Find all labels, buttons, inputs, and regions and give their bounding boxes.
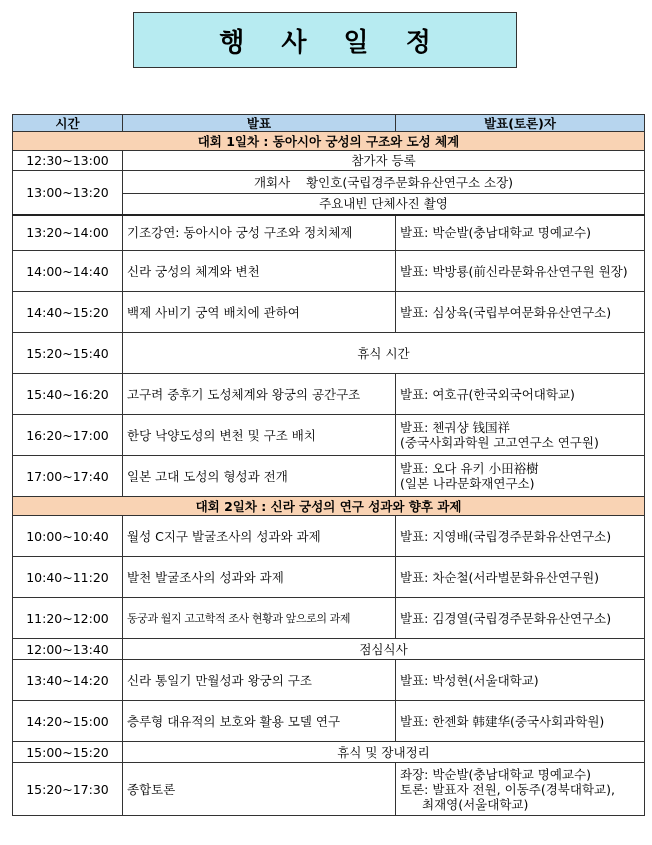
table-row [13,639,645,660]
time-cell: 10:00~10:40 [13,516,123,557]
time-cell: 15:20~17:30 [13,763,123,816]
topic-cell: 종합토론 [123,763,396,816]
table-row [13,374,645,415]
topic-cell: 백제 사비기 궁역 배치에 관하여 [123,292,396,333]
group-photo: 주요내빈 단체사진 촬영 [123,194,645,215]
day2-heading-row [13,497,645,516]
table-row [13,701,645,742]
header-speaker: 발표(토론)자 [396,115,645,132]
table-row [13,415,645,456]
time-cell: 14:40~15:20 [13,292,123,333]
topic-cell: 발천 발굴조사의 성과와 과제 [123,557,396,598]
table-row [13,151,645,171]
time-cell: 11:20~12:00 [13,598,123,639]
table-row [13,742,645,763]
break-text: 휴식 및 장내정리 [123,742,645,763]
time-cell: 14:00~14:40 [13,251,123,292]
speaker-cell: 발표: 박성현(서울대학교) [396,660,645,701]
speaker-cell: 발표: 박순발(충남대학교 명예교수) [396,215,645,251]
speaker-cell: 발표: 박방룡(前신라문화유산연구원 원장) [396,251,645,292]
speaker-line: 발표: 오다 유키 小田裕樹 [400,461,539,476]
table-row [13,251,645,292]
topic-cell: 한당 낙양도성의 변천 및 구조 배치 [123,415,396,456]
table-row [13,456,645,497]
day2-heading: 대회 2일차 : 신라 궁성의 연구 성과와 향후 과제 [13,497,645,516]
discussants-line: 토론: 발표자 전원, 이동주(경북대학교), [400,781,615,797]
time-cell: 13:00~13:20 [13,171,123,215]
header-topic: 발표 [123,115,396,132]
time-cell: 17:00~17:40 [13,456,123,497]
day1-heading: 대회 1일차 : 동아시아 궁성의 구조와 도성 체계 [13,132,645,151]
table-row [13,516,645,557]
session-text: 참가자 등록 [123,151,645,171]
table-row [13,292,645,333]
time-cell: 16:20~17:00 [13,415,123,456]
time-cell: 15:20~15:40 [13,333,123,374]
speaker-cell: 발표: 지영배(국립경주문화유산연구소) [396,516,645,557]
speaker-cell [396,415,645,456]
table-row [13,333,645,374]
speaker-cell: 발표: 여호규(한국외국어대학교) [396,374,645,415]
topic-cell: 층루형 대유적의 보호와 활용 모델 연구 [123,701,396,742]
table-row [13,660,645,701]
speaker-cell: 발표: 심상육(국립부여문화유산연구소) [396,292,645,333]
time-cell: 13:40~14:20 [13,660,123,701]
table-row [13,171,645,194]
day1-heading-row [13,132,645,151]
header-time: 시간 [13,115,123,132]
discussants-line-cont: 최재영(서울대학교) [422,796,529,812]
moderator-line: 좌장: 박순발(충남대학교 명예교수) [400,766,591,782]
table-row [13,598,645,639]
time-cell: 14:20~15:00 [13,701,123,742]
speaker-cell [396,763,645,816]
time-cell: 15:40~16:20 [13,374,123,415]
time-cell: 15:00~15:20 [13,742,123,763]
lunch-text: 점심식사 [123,639,645,660]
time-cell: 12:00~13:40 [13,639,123,660]
speaker-affiliation: (일본 나라문화재연구소) [400,476,535,491]
topic-cell: 고구려 중후기 도성체계와 왕궁의 공간구조 [123,374,396,415]
table-header-row [13,115,645,132]
table-row [13,557,645,598]
speaker-affiliation: (중국사회과학원 고고연구소 연구원) [400,435,599,450]
speaker-cell: 발표: 한젠화 韩建华(중국사회과학원) [396,701,645,742]
topic-cell: 신라 통일기 만월성과 왕궁의 구조 [123,660,396,701]
topic-cell: 신라 궁성의 체계와 변천 [123,251,396,292]
topic-cell: 일본 고대 도성의 형성과 전개 [123,456,396,497]
table-row [13,215,645,251]
schedule-table [12,114,645,816]
page-title: 행 사 일 정 [133,12,517,68]
opening-remarks: 개회사 황인호(국립경주문화유산연구소 소장) [123,171,645,194]
topic-cell: 동궁과 월지 고고학적 조사 현황과 앞으로의 과제 [123,598,396,639]
break-text: 휴식 시간 [123,333,645,374]
table-row [13,763,645,816]
speaker-line: 발표: 첸궈샹 钱国祥 [400,420,511,435]
speaker-cell: 발표: 김경열(국립경주문화유산연구소) [396,598,645,639]
time-cell: 10:40~11:20 [13,557,123,598]
topic-cell: 기조강연: 동아시아 궁성 구조와 정치체제 [123,215,396,251]
speaker-cell [396,456,645,497]
speaker-cell: 발표: 차순철(서라벌문화유산연구원) [396,557,645,598]
time-cell: 13:20~14:00 [13,215,123,251]
topic-cell: 월성 C지구 발굴조사의 성과와 과제 [123,516,396,557]
time-cell: 12:30~13:00 [13,151,123,171]
